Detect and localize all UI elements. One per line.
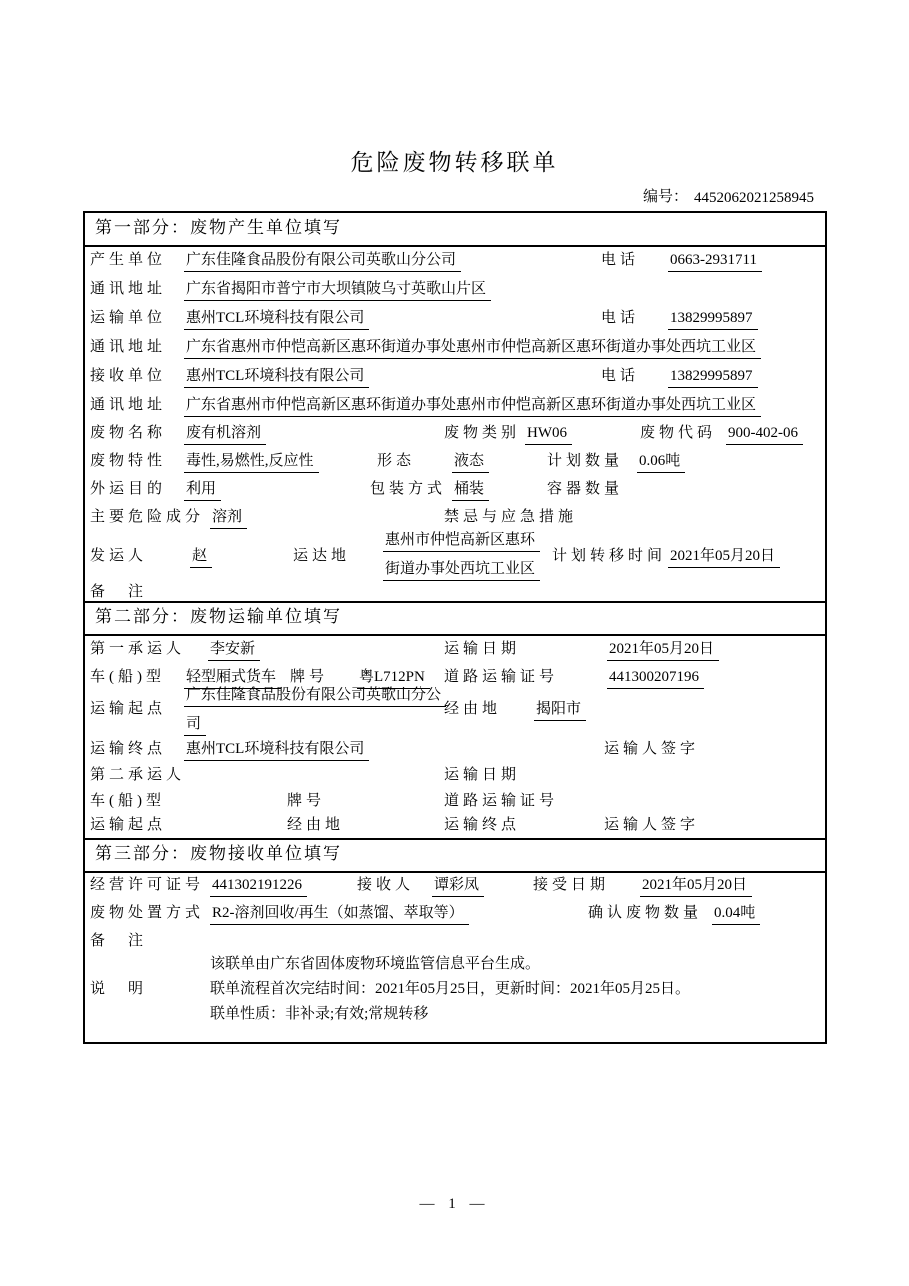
road-permit1-label: 道路运输证号	[444, 669, 559, 685]
terminus2-label: 运输终点	[444, 817, 521, 833]
origin1-label: 运输起点	[90, 701, 167, 717]
via1-value: 揭阳市	[534, 700, 586, 721]
producer-addr-value: 广东省揭阳市普宁市大坝镇陂乌寸英歌山片区	[184, 280, 491, 301]
signature1-label: 运输人签字	[604, 741, 700, 757]
confirmed-qty-value: 0.04吨	[712, 904, 760, 925]
shipper-value: 赵	[190, 547, 212, 568]
planned-qty-value: 0.06吨	[637, 452, 685, 473]
transporter-phone-value: 13829995897	[668, 309, 758, 330]
plate2-label: 牌号	[287, 793, 326, 809]
destination-label: 运达地	[293, 548, 351, 564]
receiver-phone-value: 13829995897	[668, 367, 758, 388]
section3-header-rule	[83, 871, 827, 873]
section1-header: 第一部分：废物产生单位填写	[95, 218, 342, 237]
receiver-phone-label: 电话	[601, 368, 640, 384]
terminus1-label: 运输终点	[90, 741, 167, 757]
waste-code-value: 900-402-06	[726, 424, 803, 445]
road-permit1-value: 441300207196	[607, 668, 704, 689]
waste-category-value: HW06	[525, 424, 572, 445]
origin1-line1: 广东佳隆食品股份有限公司英歌山分公	[184, 686, 446, 707]
page-title: 危险废物转移联单	[350, 150, 559, 175]
transport-date2-label: 运输日期	[444, 767, 521, 783]
purpose-label: 外运目的	[90, 481, 167, 497]
section1-header-rule	[83, 245, 827, 247]
transporter-label: 运输单位	[90, 310, 167, 326]
waste-property-value: 毒性,易燃性,反应性	[184, 452, 319, 473]
planned-date-label: 计划转移时间	[552, 548, 667, 564]
producer-value: 广东佳隆食品股份有限公司英歌山分公司	[184, 251, 461, 272]
producer-phone-label: 电话	[601, 252, 640, 268]
doc-no-label: 编号：	[643, 189, 689, 205]
transporter-addr-value: 广东省惠州市仲恺高新区惠环街道办事处惠州市仲恺高新区惠环街道办事处西坑工业区	[184, 338, 761, 359]
waste-property-label: 废物特性	[90, 453, 167, 469]
note-line3: 联单性质：非补录;有效;常规转移	[210, 1006, 429, 1022]
carrier2-label: 第二承运人	[90, 767, 186, 783]
vehicle-type1-value: 轻型厢式货车	[184, 668, 281, 689]
emergency-label: 禁忌与应急措施	[444, 509, 578, 525]
disposal-value: R2-溶剂回收/再生（如蒸馏、萃取等）	[210, 904, 469, 925]
via1-label: 经由地	[444, 701, 502, 717]
section3-top-rule	[83, 838, 827, 840]
destination-line1: 惠州市仲恺高新区惠环	[383, 531, 540, 552]
road-permit2-label: 道路运输证号	[444, 793, 559, 809]
transport-date1-value: 2021年05月20日	[607, 640, 719, 661]
receiver-value: 惠州TCL环境科技有限公司	[184, 367, 369, 388]
transporter-value: 惠州TCL环境科技有限公司	[184, 309, 369, 330]
planned-date-value: 2021年05月20日	[668, 547, 780, 568]
receive-date-label: 接受日期	[533, 877, 610, 893]
license-label: 经营许可证号	[90, 877, 205, 893]
via2-label: 经由地	[287, 817, 345, 833]
main-hazard-label: 主要危险成分	[90, 509, 205, 525]
section3-header: 第三部分：废物接收单位填写	[95, 844, 342, 863]
terminus1-value: 惠州TCL环境科技有限公司	[184, 740, 369, 761]
producer-phone-value: 0663-2931711	[668, 251, 762, 272]
producer-addr-label: 通讯地址	[90, 281, 167, 297]
carrier1-value: 李安新	[208, 640, 260, 661]
note-label: 说 明	[90, 981, 148, 997]
vehicle-type2-label: 车(船)型	[90, 793, 165, 809]
destination-line2: 街道办事处西坑工业区	[383, 560, 540, 581]
plate1-label: 牌号	[290, 669, 329, 685]
doc-no-value: 4452062021258945	[694, 190, 814, 206]
container-qty-label: 容器数量	[547, 481, 624, 497]
license-value: 441302191226	[210, 876, 307, 897]
confirmed-qty-label: 确认废物数量	[588, 905, 703, 921]
planned-qty-label: 计划数量	[547, 453, 624, 469]
note-line1: 该联单由广东省固体废物环境监管信息平台生成。	[210, 956, 541, 972]
form-value: 液态	[452, 452, 489, 473]
receive-date-value: 2021年05月20日	[640, 876, 752, 897]
main-hazard-value: 溶剂	[210, 508, 247, 529]
vehicle-type1-label: 车(船)型	[90, 669, 165, 685]
origin1-line2: 司	[184, 715, 206, 736]
note-line2: 联单流程首次完结时间：2021年05月25日，更新时间：2021年05月25日。	[210, 981, 691, 997]
s3-remark-label: 备 注	[90, 933, 148, 949]
plate1-value: 粤L712PN	[357, 668, 430, 689]
purpose-value: 利用	[184, 480, 221, 501]
waste-code-label: 废物代码	[640, 425, 717, 441]
carrier1-label: 第一承运人	[90, 641, 186, 657]
waste-name-label: 废物名称	[90, 425, 167, 441]
signature2-label: 运输人签字	[604, 817, 700, 833]
producer-label: 产生单位	[90, 252, 167, 268]
section2-header: 第二部分：废物运输单位填写	[95, 607, 342, 626]
origin2-label: 运输起点	[90, 817, 167, 833]
section2-top-rule	[83, 601, 827, 603]
waste-name-value: 废有机溶剂	[184, 424, 266, 445]
form-label: 形态	[377, 453, 416, 469]
receiver-label: 接收单位	[90, 368, 167, 384]
transporter-addr-label: 通讯地址	[90, 339, 167, 355]
s1-remark-label: 备 注	[90, 584, 148, 600]
waste-category-label: 废物类别	[444, 425, 521, 441]
page-number: — 1 —	[419, 1196, 490, 1212]
receiver-addr-value: 广东省惠州市仲恺高新区惠环街道办事处惠州市仲恺高新区惠环街道办事处西坑工业区	[184, 396, 761, 417]
receiver-person-label: 接收人	[357, 877, 415, 893]
transport-date1-label: 运输日期	[444, 641, 521, 657]
section2-header-rule	[83, 634, 827, 636]
receiver-addr-label: 通讯地址	[90, 397, 167, 413]
disposal-label: 废物处置方式	[90, 905, 205, 921]
packaging-label: 包装方式	[370, 481, 447, 497]
receiver-person-value: 谭彩凤	[432, 876, 484, 897]
transporter-phone-label: 电话	[601, 310, 640, 326]
packaging-value: 桶装	[452, 480, 489, 501]
shipper-label: 发运人	[90, 548, 148, 564]
